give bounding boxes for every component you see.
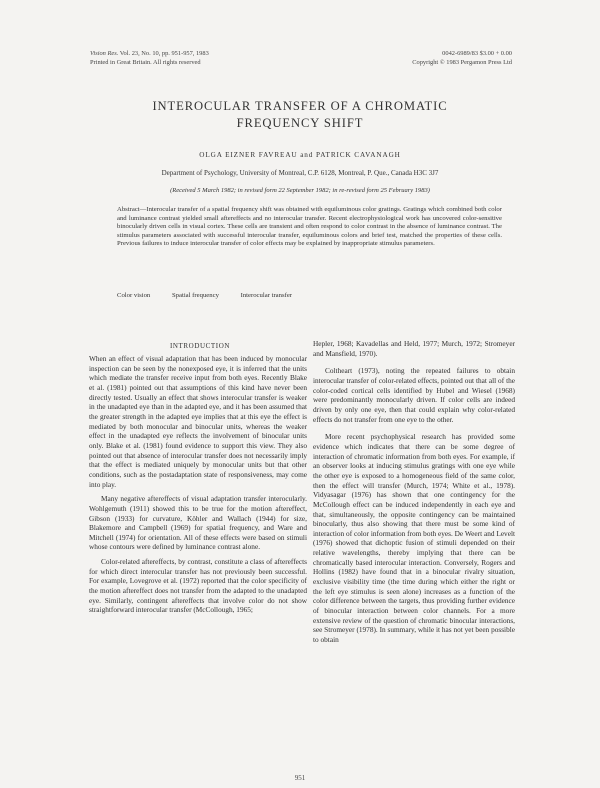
- keyword: Color vision: [117, 292, 151, 299]
- page-number: 951: [294, 774, 306, 782]
- paragraph: More recent psychophysical research has provided some evidence which indicates that there can be some degree of interaction of chromatic information from both eyes. For example, if an observer looks at inducing stimulus gratings with one eye while the other eye is exposed to a homogeneous field of the same color, then the effect will transfer (Murch, 1974; White et al., 1978). Vidyasagar (1976) has shown that one contingency for the McCollough effect can be induced independently in each eye and that, simultaneously, the opposite contingency can be maintained binocularly, thus also showing that there must be some kind of interaction of color information from both eyes. De Weert and Levelt (1976) showed that dichoptic fusion of stimuli depended on their relative wavelengths, thereby implying that there can be chromatically based interocular interaction. Conversely, Rogers and Hollins (1982) have found that in a binocular rivalry situation, exclusive visibility time (the time during which either the right or the left eye stimulus is seen alone) increases as a function of the color difference between the targets, thus providing further evidence of binocular interaction between color channels. For a more extensive review of the question of chromatic binocular interactions, see Stromeyer (1978). In summary, while it has not yet been possible to obtain: [313, 432, 515, 645]
- keyword: Spatial frequency: [171, 292, 219, 299]
- keywords: [117, 292, 502, 299]
- journal-header-right: [412, 50, 512, 67]
- paper-title: [0, 98, 600, 132]
- paragraph: Many negative aftereffects of visual adaptation transfer interocularly. Wohlgemuth (1911) showed this to be true for the motion aftereffect, Gibson (1933) for curvature, Köhler and Wallach (1944) for size, Blakemore and Campbell (1969) for spatial frequency, and Ware and Mitchell (1974) for orientation. All of these effects were based on stimuli whose contours were defined by luminance contrast alone.: [89, 494, 307, 552]
- printed-note: Printed in Great Britain. All rights reserved: [90, 58, 201, 66]
- title-line-1: INTEROCULAR TRANSFER OF A CHROMATIC: [152, 99, 448, 113]
- paragraph: Color-related aftereffects, by contrast, constitute a class of aftereffects for which direct interocular transfer has not previously been successful. For example, Lovegrove et al. (1972) reported that the color specificity of the motion aftereffect does not transfer from the adapted to the unadapted eye. Similarly, contingent aftereffects that involve color do not show straightforward interocular transfer (McCollough, 1965;: [89, 557, 307, 615]
- right-column: [313, 339, 515, 645]
- keyword: Interocular transfer: [240, 292, 293, 299]
- paragraph: Hepler, 1968; Kavadellas and Held, 1977; Murch, 1972; Stromeyer and Mansfield, 1970).: [313, 339, 515, 358]
- journal-name: Vision Res.: [90, 50, 119, 57]
- copyright: Copyright © 1983 Pergamon Press Ltd: [412, 58, 512, 66]
- journal-header-left: [90, 50, 209, 67]
- journal-citation: Vol. 23, No. 10, pp. 951-957, 1983: [119, 50, 209, 57]
- section-heading-introduction: INTRODUCTION: [169, 342, 231, 350]
- authors: OLGA EIZNER FAVREAU and PATRICK CAVANAGH: [199, 151, 401, 159]
- paragraph: Coltheart (1973), noting the repeated failures to obtain interocular transfer of color-related effects, pointed out that all of the color-coded cortical cells identified by Hubel and Wiesel (1968) were predominantly monocularly driven. If color cells are indeed driven by only one eye, then that could explain why color-related effects do not transfer from one eye to the other.: [313, 366, 515, 424]
- abstract-label: Abstract: [117, 206, 140, 213]
- affiliation: Department of Psychology, University of Montreal, C.P. 6128, Montreal, P. Que., Canada H3C 3J7: [161, 169, 439, 177]
- abstract-text: —Interocular transfer of a spatial frequency shift was obtained with equiluminous color gratings. Gratings which combined both color and luminance contrast yielded small aftereffects and no interocular transfer. Recent electrophysiological work has uncovered color-sensitive binocularly driven cells in visual cortex. These cells are transient and often respond to color contrast in the absence of luminance contrast. The stimulus parameters associated with successful interocular transfer, equiluminous colors and brief test, matched the properties of these cells. Previous failures to induce interocular transfer of color effects may be explained by inappropriate stimulus parameters.: [117, 206, 502, 248]
- issn: 0042-6989/83 $3.00 + 0.00: [442, 50, 512, 57]
- abstract: [117, 206, 502, 249]
- received-dates: (Received 5 March 1982; in revised form 22 September 1982; in re-revised form 25 February 1983): [170, 187, 430, 194]
- paragraph: When an effect of visual adaptation that has been induced by monocular inspection can be seen by the nonexposed eye, it is inferred that the units which mediate the transfer receive input from both eyes. Recently Blake et al. (1981) pointed out that assumptions of this kind have never been directly tested. Usually an effect that shows interocular transfer is weaker in the unadapted eye than in the adapted eye, and it has been assumed that the greater strength in the adapted eye implies that at this eye the effect is mediated by both monocular and binocular units, whereas the weaker effect in the unadapted eye reflects the involvement of binocular units only. Blake et al. (1981) found evidence to support this view. They also pointed out that absence of interocular transfer does not necessarily imply that the effect is mediated uniquely by monocular units but that other conditions, such as the postadaptation state of responsiveness, may come into play.: [89, 354, 307, 489]
- title-line-2: FREQUENCY SHIFT: [236, 116, 364, 130]
- left-column: [89, 354, 307, 615]
